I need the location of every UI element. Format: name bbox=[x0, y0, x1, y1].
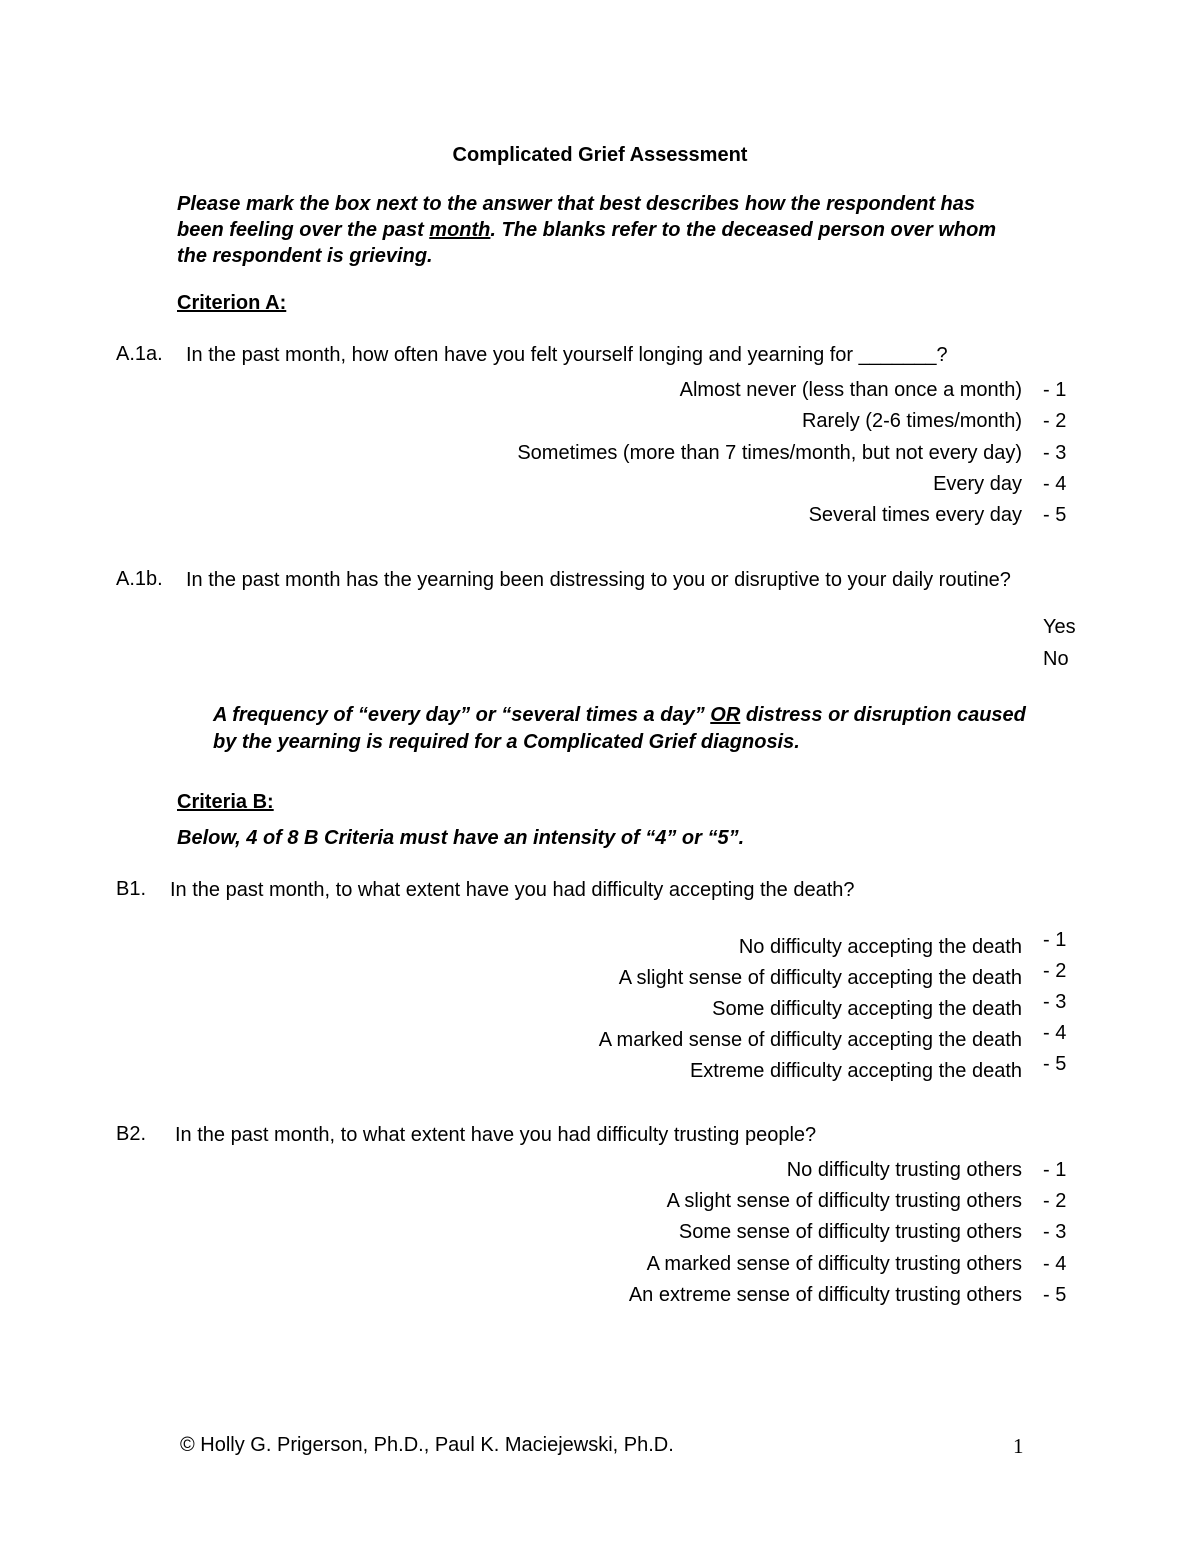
option-label[interactable]: No difficulty accepting the death bbox=[738, 936, 1022, 958]
option-score: - 1 bbox=[1043, 379, 1067, 401]
option-score: - 1 bbox=[1043, 1159, 1067, 1181]
question-text-b2: In the past month, to what extent have you had difficulty trusting people? bbox=[175, 1124, 817, 1146]
criteria-b-heading: Criteria B: bbox=[177, 791, 274, 813]
note-part1: A frequency of “every day” or “several times a day” bbox=[213, 704, 711, 726]
question-number-b1: B1. bbox=[116, 878, 147, 900]
option-score: - 2 bbox=[1043, 410, 1067, 432]
option-label[interactable]: An extreme sense of difficulty trusting others bbox=[628, 1284, 1022, 1306]
option-score: - 1 bbox=[1043, 929, 1067, 951]
instructions-part2: . The blanks refer to the deceased person over whom the respondent is grieving. bbox=[177, 219, 997, 267]
criterion-a-heading: Criterion A: bbox=[177, 292, 287, 314]
question-text-a1a: In the past month, how often have you felt yourself longing and yearning for _______? bbox=[186, 344, 948, 366]
option-label[interactable]: Some difficulty accepting the death bbox=[712, 998, 1022, 1020]
criterion-a-note bbox=[213, 702, 1033, 756]
option-label[interactable]: Extreme difficulty accepting the death bbox=[689, 1060, 1022, 1082]
option-score: - 3 bbox=[1043, 442, 1067, 464]
option-score: - 3 bbox=[1043, 1221, 1067, 1243]
option-label[interactable]: Some sense of difficulty trusting others bbox=[678, 1221, 1022, 1243]
option-score: - 2 bbox=[1043, 1190, 1067, 1212]
option-label[interactable]: Rarely (2-6 times/month) bbox=[801, 410, 1022, 432]
option-score: - 4 bbox=[1043, 1253, 1067, 1275]
option-score: - 5 bbox=[1043, 504, 1067, 526]
instructions bbox=[177, 191, 1017, 269]
option-label[interactable]: Every day bbox=[933, 473, 1022, 495]
option-score: - 2 bbox=[1043, 960, 1067, 982]
criteria-b-note: Below, 4 of 8 B Criteria must have an intensity of “4” or “5”. bbox=[177, 827, 745, 849]
note-underlined: OR bbox=[710, 704, 741, 726]
question-text-b1: In the past month, to what extent have you had difficulty accepting the death? bbox=[170, 879, 855, 901]
option-score: - 4 bbox=[1043, 473, 1067, 495]
option-label[interactable]: A marked sense of difficulty trusting others bbox=[646, 1253, 1022, 1275]
option-label[interactable]: A slight sense of difficulty trusting others bbox=[666, 1190, 1022, 1212]
option-label[interactable]: A marked sense of difficulty accepting the death bbox=[598, 1029, 1022, 1051]
option-label[interactable]: Sometimes (more than 7 times/month, but not every day) bbox=[517, 442, 1022, 464]
option-yes[interactable]: Yes bbox=[1043, 616, 1076, 638]
instructions-part1: Please mark the box next to the answer that best describes how the respondent has been feeling over the past bbox=[177, 193, 975, 241]
option-score: - 3 bbox=[1043, 991, 1067, 1013]
question-number-a1b: A.1b. bbox=[116, 568, 163, 590]
question-number-b2: B2. bbox=[116, 1123, 147, 1145]
option-label[interactable]: A slight sense of difficulty accepting the death bbox=[618, 967, 1022, 989]
instructions-underlined: month bbox=[429, 219, 491, 241]
page-title: Complicated Grief Assessment bbox=[452, 144, 748, 166]
page-number: 1 bbox=[1013, 1434, 1024, 1458]
note-part2: distress or disruption caused by the yearning is required for a Complicated Grief diagnosis. bbox=[213, 704, 1026, 753]
option-label[interactable]: No difficulty trusting others bbox=[786, 1159, 1022, 1181]
option-score: - 4 bbox=[1043, 1022, 1067, 1044]
option-score: - 5 bbox=[1043, 1053, 1067, 1075]
option-label[interactable]: Almost never (less than once a month) bbox=[679, 379, 1022, 401]
question-number-a1a: A.1a. bbox=[116, 343, 163, 365]
question-text-a1b: In the past month has the yearning been distressing to you or disruptive to your daily routine? bbox=[186, 569, 1011, 591]
option-label[interactable]: Several times every day bbox=[808, 504, 1022, 526]
option-no[interactable]: No bbox=[1043, 648, 1069, 670]
copyright-footer: © Holly G. Prigerson, Ph.D., Paul K. Maciejewski, Ph.D. bbox=[180, 1434, 674, 1456]
option-score: - 5 bbox=[1043, 1284, 1067, 1306]
